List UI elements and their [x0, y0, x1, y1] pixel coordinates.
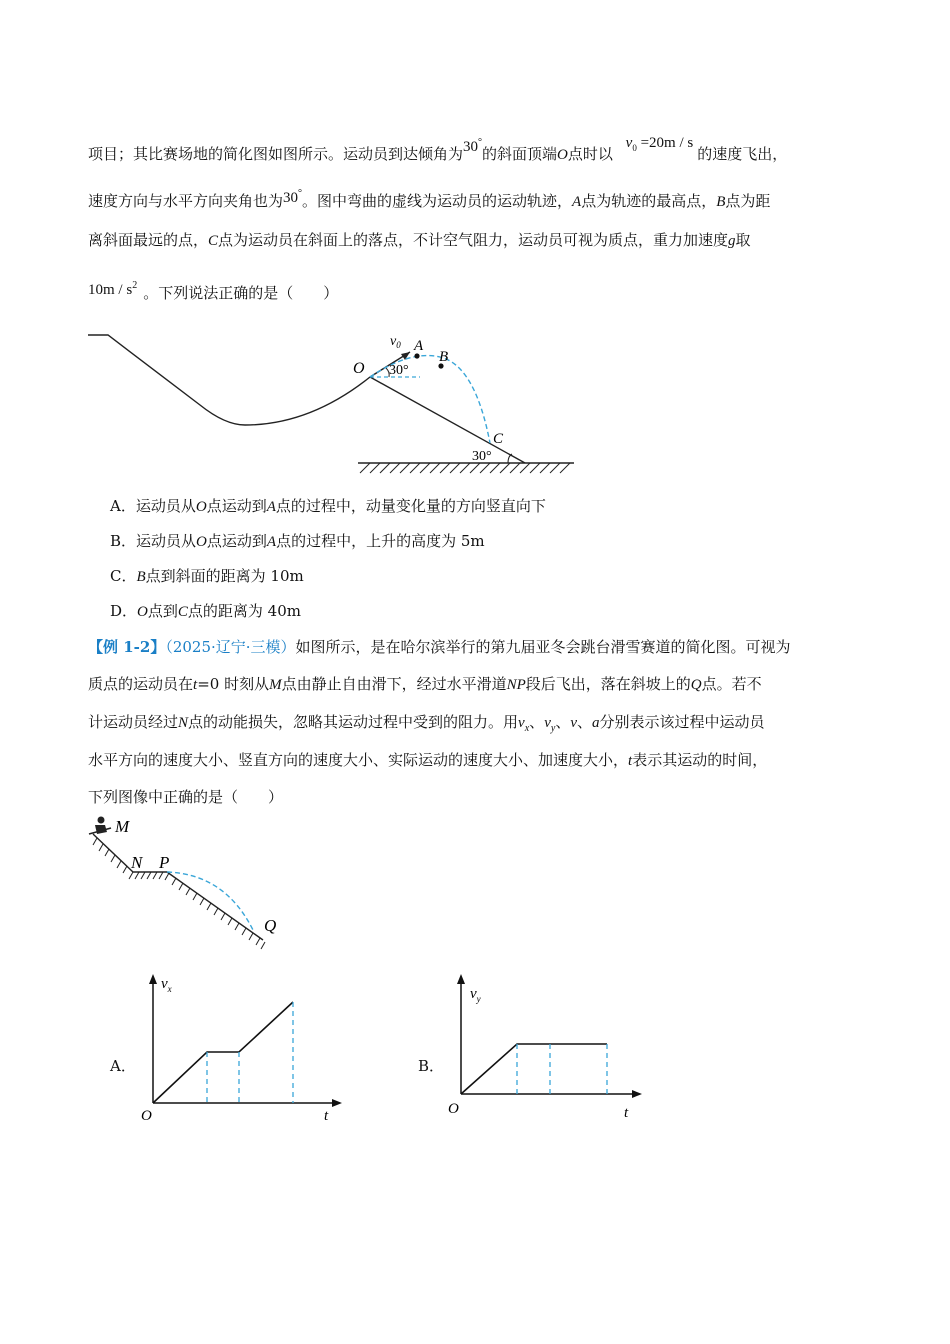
option-c[interactable]: C．B点到斜面的距离为 10m — [110, 567, 304, 585]
inrun-curve — [88, 335, 370, 425]
graph-a[interactable] — [135, 970, 350, 1125]
label-a: A — [414, 338, 424, 354]
q2-line2: 质点的运动员在t=0 时刻从M点由静止自由滑下，经过水平滑道NP段后飞出，落在斜坡上的Q点。若不 — [88, 675, 762, 693]
q1-line3: 离斜面最远的点，C点为运动员在斜面上的落点，不计空气阻力，运动员可视为质点，重力加速度g取 — [88, 231, 751, 249]
ski-jump-figure — [80, 325, 590, 480]
graph-a-xlabel: t — [324, 1108, 329, 1124]
angle-value: 30° — [463, 137, 483, 155]
label-c: C — [493, 431, 504, 447]
option-a[interactable]: A．运动员从O点运动到A点的过程中，动量变化量的方向竖直向下 — [110, 497, 546, 515]
example-source: （2025·辽宁·三模） — [165, 638, 296, 656]
option-d[interactable]: D．O点到C点的距离为 40m — [110, 602, 301, 620]
trajectory-dashed — [370, 356, 490, 443]
v0-expression: $v_0 =20m / s$ — [625, 135, 694, 153]
q1-text: 的斜面顶端 — [482, 145, 558, 163]
track-line — [93, 834, 263, 940]
q2-line1: 【例 1-2】（2025·辽宁·三模）如图所示，是在哈尔滨举行的第九届亚冬会跳台滑雪赛道的简化图。可视为 — [88, 638, 791, 656]
label-angle-bottom: 30° — [472, 449, 492, 464]
option-graph-b-label[interactable]: B． — [418, 1057, 445, 1075]
q1-line1 — [88, 135, 788, 164]
label-p: P — [159, 853, 170, 872]
q1-line2: 速度方向与水平方向夹角也为30°。图中弯曲的虚线为运动员的运动轨迹，A点为轨迹的最高点，B点为距 — [88, 188, 771, 210]
angle-value: 30° — [283, 188, 303, 206]
graph-a-origin: O — [141, 1108, 152, 1124]
label-v0: $v_0$ — [390, 334, 401, 350]
point-a-dot — [414, 353, 419, 358]
q2-line5: 下列图像中正确的是（ ） — [88, 788, 284, 806]
label-o: O — [353, 360, 365, 377]
point-o: O — [557, 147, 568, 163]
q1-text: 项目；其比赛场地的简化图如图所示。运动员到达倾角为 — [88, 145, 464, 163]
g-value: $10m / s^2$ — [88, 280, 138, 298]
option-b[interactable]: B．运动员从O点运动到A点的过程中，上升的高度为 5m — [110, 532, 485, 550]
option-graph-a-label[interactable]: A． — [110, 1057, 136, 1075]
landing-slope — [370, 377, 525, 463]
label-m: M — [115, 817, 130, 836]
q1-text: 的速度飞出， — [697, 145, 788, 163]
q1-text: 点时以 — [567, 145, 613, 163]
skier-icon — [89, 817, 111, 835]
ski-track-figure — [85, 812, 295, 957]
label-q: Q — [264, 916, 277, 935]
graph-b-curve — [461, 1044, 607, 1094]
graph-b[interactable] — [443, 970, 653, 1125]
label-b: B — [439, 349, 449, 365]
graph-a-curve — [153, 1002, 293, 1103]
graph-a-ylabel: $v_x$ — [161, 976, 172, 994]
q1-line4: $10m / s^2$ 。下列说法正确的是（ ） — [88, 280, 339, 302]
q2-line3: 计运动员经过N点的动能损失，忽略其运动过程中受到的阻力。用$v_x$、$v_y$、v、a分别表示该过程中运动员 — [88, 713, 765, 734]
example-tag: 【例 1-2】 — [88, 638, 166, 656]
graph-b-xlabel: t — [624, 1105, 629, 1121]
q2-line4: 水平方向的速度大小、竖直方向的速度大小、实际运动的速度大小、加速度大小，t表示其运动的时间， — [88, 751, 768, 769]
graph-b-origin: O — [448, 1101, 459, 1117]
label-angle-top: 30° — [389, 363, 409, 378]
label-n: N — [131, 853, 143, 872]
graph-b-ylabel: $v_y$ — [470, 986, 481, 1004]
